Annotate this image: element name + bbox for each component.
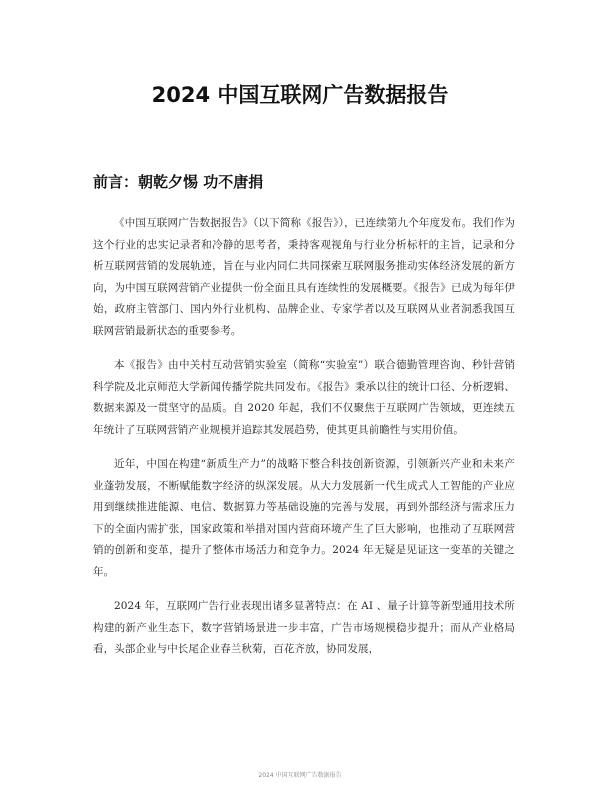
paragraph-3: 近年，中国在构建“新质生产力”的战略下整合科技创新资源，引领新兴产业和未来产业蓬勃发展，不断赋能数字经济的纵深发展。从大力发展新一代生成式人工智能的产业应用到继续推进能源、电信、数据算力等基础设施的完善与发展，再到外部经济与需求压力下的全面内需扩张，国家政策和举措对国内营商环境产生了巨大影响，也推动了互联网营销的创新和变革，提升了整体市场活力和竞争力。2024 年无疑是见证这一变革的关键之年。 bbox=[93, 458, 515, 578]
paragraph-2: 本《报告》由中关村互动营销实验室（简称“实验室”）联合德勤管理咨询、秒针营销科学院及北京师范大学新闻传播学院共同发布。《报告》秉承以往的统计口径、分析逻辑、数据来源及一贯坚守的品质。自 2020 年起，我们不仅聚焦于互联网广告领域，更连续五年统计了互联网营销产业规模并追踪其发展趋势，使其更具前瞻性与实用价值。 bbox=[93, 359, 515, 436]
paragraph-1: 《中国互联网广告数据报告》（以下简称《报告》），已连续第九个年度发布。我们作为这个行业的忠实记录者和冷静的思考者，秉持客观视角与行业分析标杆的主旨，记录和分析互联网营销的发展轨迹，旨在与业内同仁共同探索互联网服务推动实体经济发展的新方向，为中国互联网营销产业提供一份全面且具有连续性的发展概要。《报告》已成为每年伊始，政府主管部门、国内外行业机构、品牌企业、专家学者以及互联网从业者洞悉我国互联网营销最新状态的重要参考。 bbox=[93, 217, 515, 337]
body-text bbox=[93, 213, 515, 674]
section-heading: 前言：朝乾夕惕 功不唐捐 bbox=[93, 173, 264, 191]
paragraph-4: 2024 年，互联网广告行业表现出诸多显著特点：在 AI 、量子计算等新型通用技术所构建的新产业生态下，数字营销场景进一步丰富，广告市场规模稳步提升；而从产业格局看，头部企业与中长尾企业春兰秋菊，百花齐放，协同发展， bbox=[93, 600, 515, 655]
page-title: 2024 中国互联网广告数据报告 bbox=[151, 83, 449, 107]
page-footer: 2024 中国互联网广告数据报告 bbox=[258, 772, 342, 779]
